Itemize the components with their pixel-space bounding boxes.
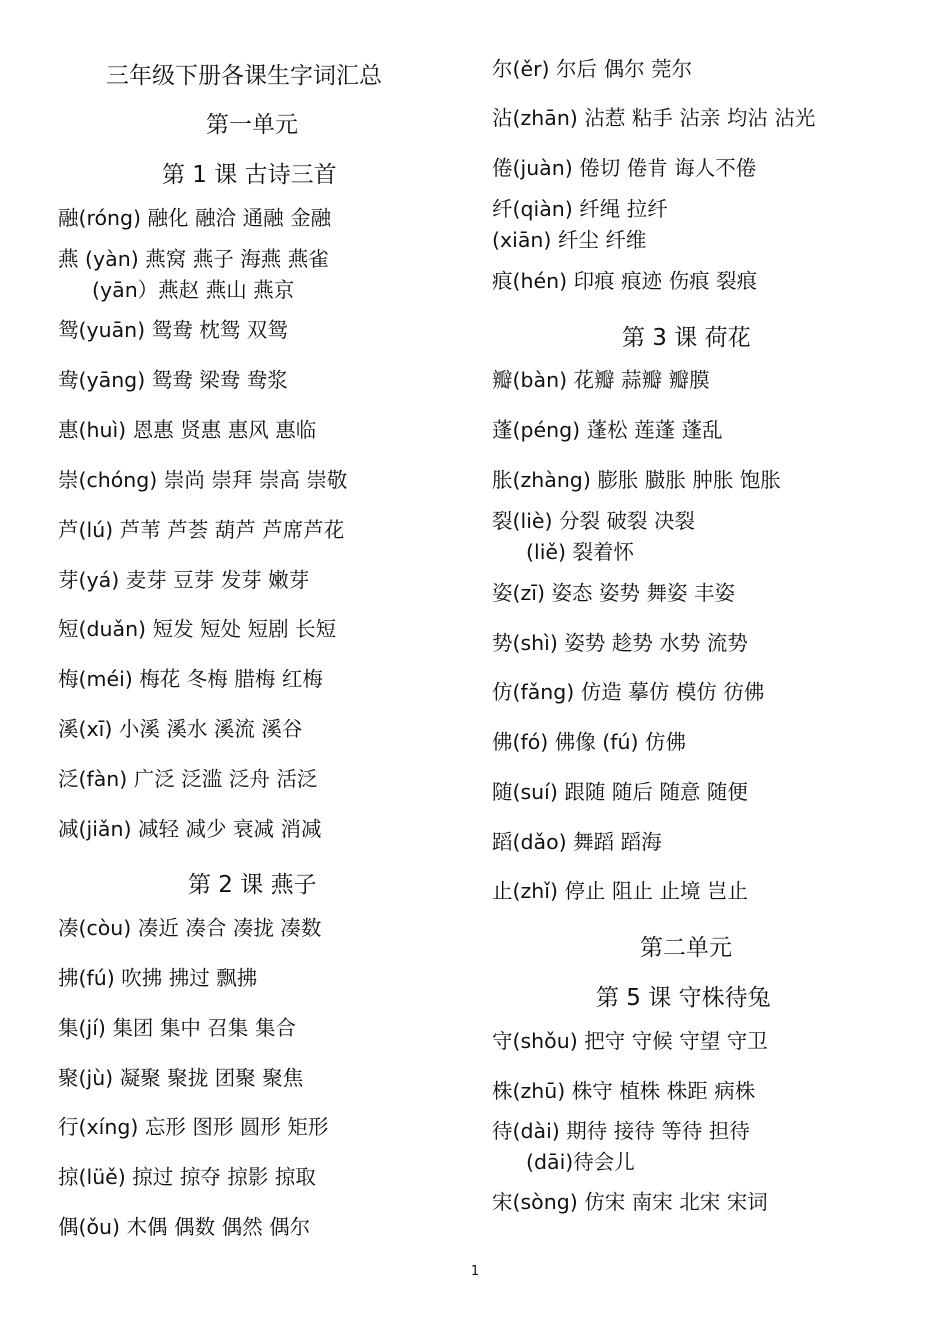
vocab-entry-line: 沾(zhān) 沾惹 粘手 沾亲 均沾 沾光 [492,106,816,130]
vocab-entry-line: 芽(yá) 麦芽 豆芽 发芽 嫩芽 [58,568,310,592]
vocab-entry-line: 拂(fú) 吹拂 拂过 飘拂 [58,966,258,990]
vocab-entry [492,465,781,496]
vocab-entry-line: 芦(lú) 芦苇 芦荟 葫芦 芦席芦花 [58,518,345,542]
vocab-entry [492,365,710,396]
vocab-entry [58,1063,303,1094]
vocab-entry [492,103,815,134]
vocab-entry-line: 待(dài) 期待 接待 等待 担待 [492,1119,750,1143]
vocab-entry [492,1076,755,1107]
vocab-entry [58,515,344,546]
vocab-entry-line: 痕(hén) 印痕 痕迹 伤痕 裂痕 [492,269,758,293]
vocab-entry [492,506,695,568]
vocab-entry [492,777,748,808]
vocab-entry [58,465,347,496]
vocab-entry-line: 溪(xī) 小溪 溪水 溪流 溪谷 [58,717,303,741]
vocab-entry [492,876,748,907]
vocab-entry [58,315,288,346]
vocab-entry-line: 株(zhū) 株守 植株 株距 病株 [492,1079,756,1103]
vocab-entry-line: 聚(jù) 凝聚 聚拢 团聚 聚焦 [58,1066,304,1090]
page-title: 三年级下册各课生字词汇总 [106,63,382,89]
vocab-entry [492,628,748,659]
vocab-entry-line: 裂(liè) 分裂 破裂 决裂 [492,509,696,533]
vocab-entry [58,565,309,596]
vocab-entry-line: 胀(zhàng) 膨胀 臌胀 肿胀 饱胀 [492,468,781,492]
vocab-entry [58,913,321,944]
vocab-entry-line: 崇(chóng) 崇尚 崇拜 崇高 崇敬 [58,468,348,492]
vocab-entry-alt-reading: (liě) 裂着怀 [526,540,635,564]
vocab-entry-line: 仿(fǎng) 仿造 摹仿 模仿 彷佛 [492,680,765,704]
vocab-entry-alt-reading: (xiān) 纤尘 纤维 [492,228,647,252]
lesson-heading: 第 3 课 荷花 [622,325,751,351]
vocab-entry [58,814,322,845]
vocab-entry [492,54,692,85]
vocab-entry-line: 短(duǎn) 短发 短处 短剧 长短 [58,617,337,641]
vocab-entry [58,1013,296,1044]
vocab-entry-line: 鸯(yāng) 鸳鸯 梁鸯 鸯浆 [58,368,288,392]
vocab-entry [58,764,317,795]
vocab-entry-line: 偶(ǒu) 木偶 偶数 偶然 偶尔 [58,1215,311,1239]
vocab-entry-alt-reading: (dāi)待会儿 [526,1150,635,1174]
vocab-entry [492,1116,750,1178]
vocab-entry [492,578,735,609]
vocab-entry [492,153,756,184]
vocab-entry-line: 倦(juàn) 倦切 倦肯 诲人不倦 [492,156,757,180]
vocab-entry [492,194,668,256]
vocab-entry-line: 随(suí) 跟随 随后 随意 随便 [492,780,748,804]
unit-heading: 第一单元 [206,112,298,138]
vocab-entry-line: 守(shǒu) 把守 守候 守望 守卫 [492,1029,768,1053]
page-number: 1 [470,1264,480,1279]
vocab-entry-line: 梅(méi) 梅花 冬梅 腊梅 红梅 [58,667,323,691]
vocab-entry-line: 止(zhǐ) 停止 阻止 止境 岂止 [492,879,749,903]
vocab-entry-line: 蓬(péng) 蓬松 莲蓬 蓬乱 [492,418,723,442]
vocab-entry-alt-reading: (yān）燕赵 燕山 燕京 [92,278,295,302]
vocab-entry-line: 纤(qiàn) 纤绳 拉纤 [492,197,668,221]
vocab-entry-line: 蹈(dǎo) 舞蹈 蹈海 [492,830,662,854]
vocab-entry-line: 集(jí) 集团 集中 召集 集合 [58,1016,296,1040]
vocab-entry-line: 鸳(yuān) 鸳鸯 枕鸳 双鸳 [58,318,288,342]
vocab-entry [58,714,302,745]
vocab-entry [58,203,331,234]
vocab-entry-line: 融(róng) 融化 融洽 通融 金融 [58,206,332,230]
vocab-entry [58,963,257,994]
vocab-entry-line: 宋(sòng) 仿宋 南宋 北宋 宋词 [492,1190,768,1214]
lesson-heading: 第 1 课 古诗三首 [162,162,337,188]
vocab-entry [492,266,757,297]
vocab-entry [492,415,723,446]
lesson-heading: 第 5 课 守株待兔 [596,985,771,1011]
vocab-entry [58,1162,316,1193]
vocab-entry-line: 姿(zī) 姿态 姿势 舞姿 丰姿 [492,581,736,605]
vocab-entry [58,1212,310,1243]
vocab-entry [58,1112,328,1143]
vocab-entry [58,614,336,645]
vocab-entry [492,827,662,858]
vocab-entry [492,727,686,758]
vocab-entry-line: 减(jiǎn) 减轻 减少 衰减 消减 [58,817,322,841]
vocab-entry-line: 凑(còu) 凑近 凑合 凑拢 凑数 [58,916,322,940]
vocab-entry-line: 势(shì) 姿势 趁势 水势 流势 [492,631,748,655]
vocab-entry-line: 掠(lüě) 掠过 掠夺 掠影 掠取 [58,1165,316,1189]
vocab-entry-line: 佛(fó) 佛像 (fú) 仿佛 [492,730,687,754]
vocab-entry [492,1187,768,1218]
vocab-entry [58,664,323,695]
vocab-entry-line: 燕 (yàn) 燕窝 燕子 海燕 燕雀 [58,247,329,271]
vocab-entry-line: 泛(fàn) 广泛 泛滥 泛舟 活泛 [58,767,318,791]
vocab-entry [58,365,288,396]
vocab-entry [492,677,764,708]
vocab-entry-line: 行(xíng) 忘形 图形 圆形 矩形 [58,1115,329,1139]
vocab-entry [58,244,329,306]
vocab-entry-line: 尔(ěr) 尔后 偶尔 莞尔 [492,57,693,81]
vocab-entry-line: 惠(huì) 恩惠 贤惠 惠风 惠临 [58,418,317,442]
vocab-entry [492,1026,768,1057]
lesson-heading: 第 2 课 燕子 [188,872,317,898]
vocab-entry-line: 瓣(bàn) 花瓣 蒜瓣 瓣膜 [492,368,710,392]
unit-heading: 第二单元 [640,935,732,961]
vocab-entry [58,415,316,446]
